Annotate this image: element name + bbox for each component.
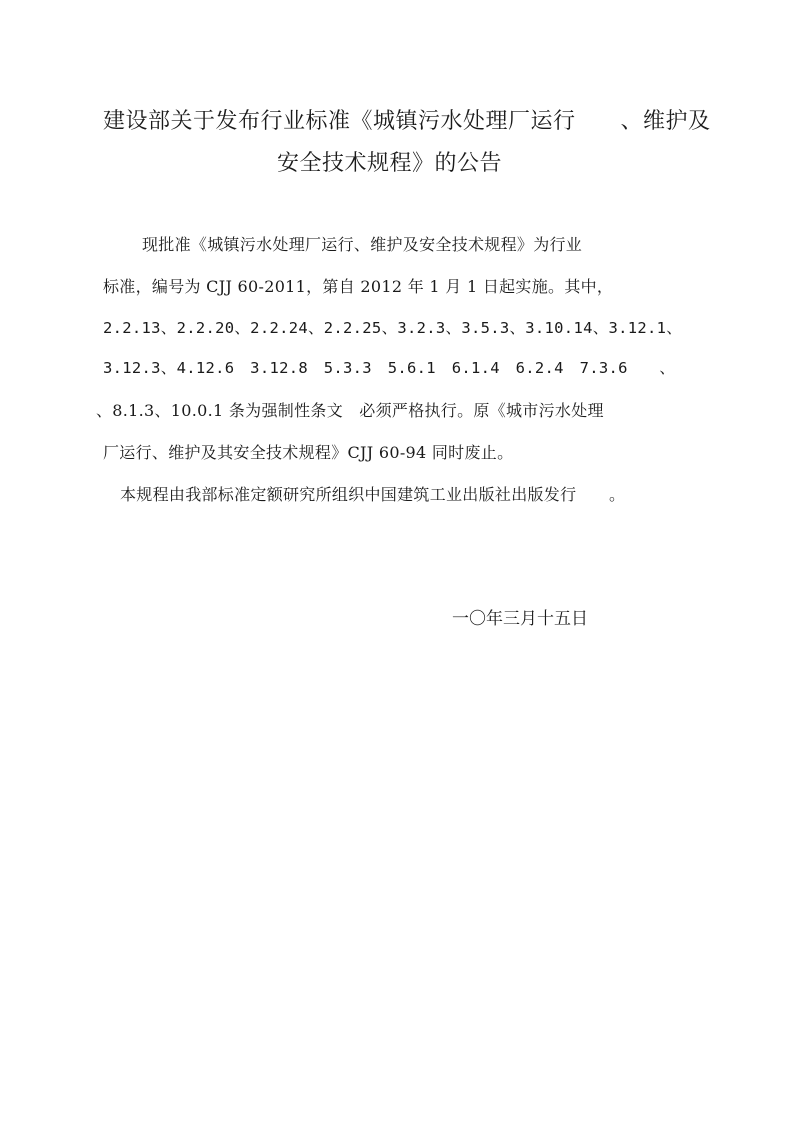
- body-line-3-clause-list: 2.2.13、2.2.20、2.2.24、2.2.25、3.2.3、3.5.3、3.10.14、3.12.1、: [103, 319, 683, 337]
- notice-title-line-1: 建设部关于发布行业标准《城镇污水处理厂运行 、维护及: [103, 109, 711, 134]
- notice-title-line-2: 安全技术规程》的公告: [277, 151, 503, 176]
- body-line-6: 厂运行、维护及其安全技术规程》CJJ 60-94 同时废止。: [103, 443, 514, 462]
- body-line-5: 、8.1.3、10.0.1 条为强制性条文 必须严格执行。原《城市污水处理: [96, 401, 604, 420]
- issue-date: 一〇年三月十五日: [452, 609, 588, 629]
- body-line-1: 现批准《城镇污水处理厂运行、维护及安全技术规程》为行业: [142, 235, 583, 254]
- body-line-7: 本规程由我部标准定额研究所组织中国建筑工业出版社出版发行 。: [120, 485, 626, 504]
- body-line-4-clause-list: 3.12.3、4.12.6 3.12.8 5.3.3 5.6.1 6.1.4 6.2.4 7.3.6 、: [103, 359, 676, 377]
- body-line-2: 标准，编号为 CJJ 60-2011，第自 2012 年 1 月 1 日起实施。其中，: [103, 277, 614, 296]
